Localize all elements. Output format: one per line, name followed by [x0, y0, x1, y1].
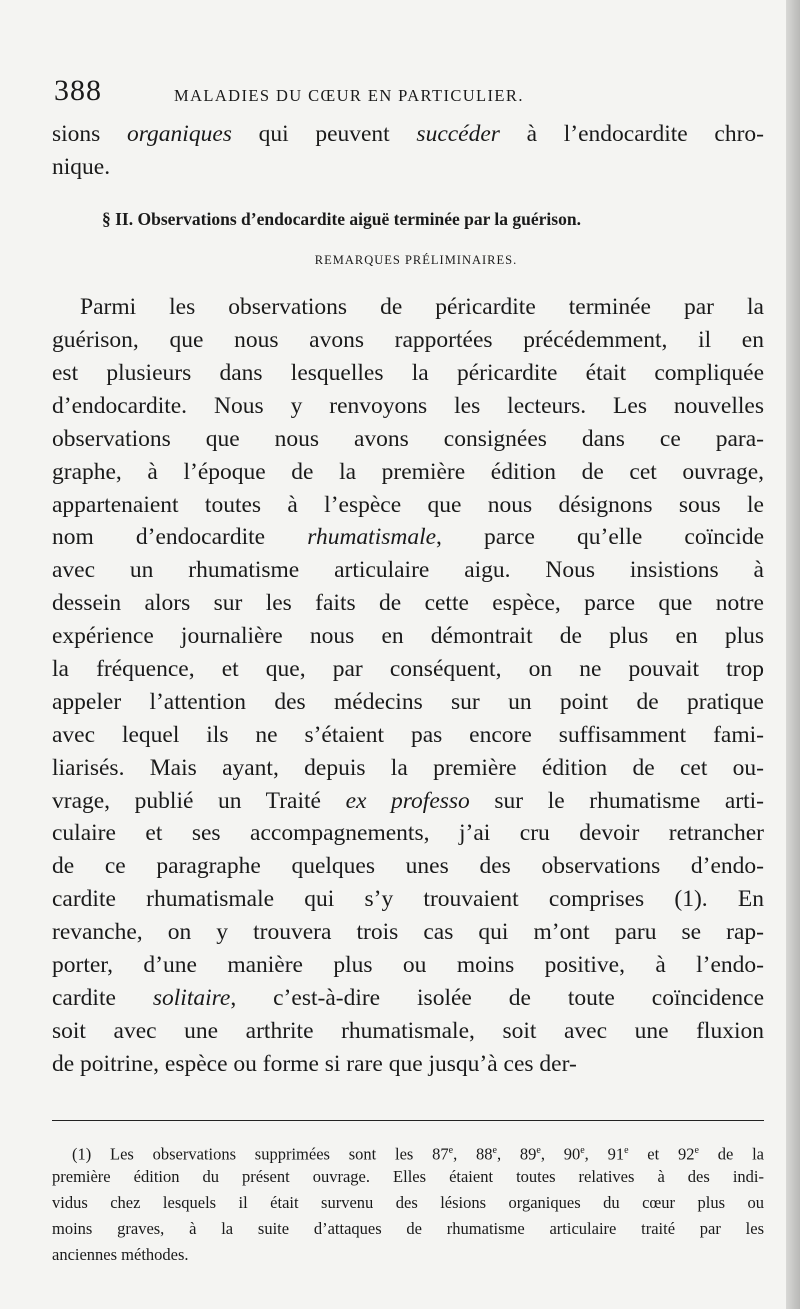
text-line: observations que nous avons consignées dans ce para- — [52, 425, 764, 452]
footnote-line: (1) Les observations supprimées sont les 87e, 88e, 89e, 90e, 91e et 92e de la — [72, 1144, 764, 1164]
text-line: appartenaient toutes à l’espèce que nous désignons sous le — [52, 491, 764, 518]
text-line: de ce paragraphe quelques unes des observations d’endo- — [52, 853, 764, 880]
text-line: avec lequel ils ne s’étaient pas encore suffisamment fami- — [52, 721, 764, 748]
text-line: la fréquence, et que, par conséquent, on ne pouvait trop — [52, 655, 764, 682]
text-line: Parmi les observations de péricardite terminée par la — [80, 294, 764, 321]
text-line: revanche, on y trouvera trois cas qui m’ont paru se rap- — [52, 919, 764, 946]
text-line: expérience journalière nous en démontrait de plus en plus — [52, 623, 764, 650]
text-line: est plusieurs dans lesquelles la péricardite était compliquée — [52, 359, 764, 386]
footnote-divider — [52, 1120, 764, 1121]
text-line: dessein alors sur les faits de cette espèce, parce que notre — [52, 590, 764, 617]
running-head: MALADIES DU CŒUR EN PARTICULIER. — [174, 86, 524, 105]
footnote-line: moins graves, à la suite d’attaques de rhumatisme articulaire traité par les — [52, 1219, 764, 1238]
main-paragraph — [52, 291, 764, 1080]
page-body — [52, 118, 764, 1081]
text-line: culaire et ses accompagnements, j’ai cru devoir retrancher — [52, 820, 764, 847]
subheading: REMARQUES PRÉLIMINAIRES. — [314, 253, 518, 268]
text-line: d’endocardite. Nous y renvoyons les lecteurs. Les nouvelles — [52, 392, 764, 419]
footnote-line: première édition du présent ouvrage. Elles étaient toutes relatives à des indi- — [52, 1167, 764, 1186]
text-line: de poitrine, espèce ou forme si rare que jusqu’à ces der- — [52, 1050, 577, 1077]
text-line: vrage, publié un Traité ex professo sur le rhumatisme arti- — [52, 787, 764, 814]
page-edge-shadow — [786, 0, 800, 1309]
text-line: avec un rhumatisme articulaire aigu. Nous insistions à — [52, 557, 764, 584]
footnote-line: vidus chez lesquels il était survenu des lésions organiques du cœur plus ou — [52, 1193, 764, 1212]
text-line: cardite rhumatismale qui s’y trouvaient comprises (1). En — [52, 886, 764, 913]
footnote — [52, 1138, 764, 1268]
text-line: liarisés. Mais ayant, depuis la première édition de cet ou- — [52, 754, 764, 781]
text-line: graphe, à l’époque de la première édition de cet ouvrage, — [52, 458, 764, 485]
page-header — [54, 72, 754, 112]
text-line: appeler l’attention des médecins sur un point de pratique — [52, 688, 764, 715]
section-heading: § II. Observations d’endocardite aiguë terminée par la guérison. — [102, 209, 581, 230]
text-line: sions organiques qui peuvent succéder à l’endocardite chro- — [52, 121, 764, 147]
text-line: porter, d’une manière plus ou moins positive, à l’endo- — [52, 952, 764, 978]
text-line: cardite solitaire, c’est-à-dire isolée de toute coïncidence — [52, 984, 764, 1011]
intro-text — [52, 118, 764, 183]
text-line: guérison, que nous avons rapportées précédemment, il en — [52, 327, 764, 354]
text-line: nique. — [52, 153, 111, 180]
text-line: nom d’endocardite rhumatismale, parce qu’elle coïncide — [52, 524, 764, 551]
text-line: soit avec une arthrite rhumatismale, soit avec une fluxion — [52, 1017, 764, 1044]
footnote-line: anciennes méthodes. — [52, 1245, 189, 1264]
page-number: 388 — [54, 74, 102, 107]
